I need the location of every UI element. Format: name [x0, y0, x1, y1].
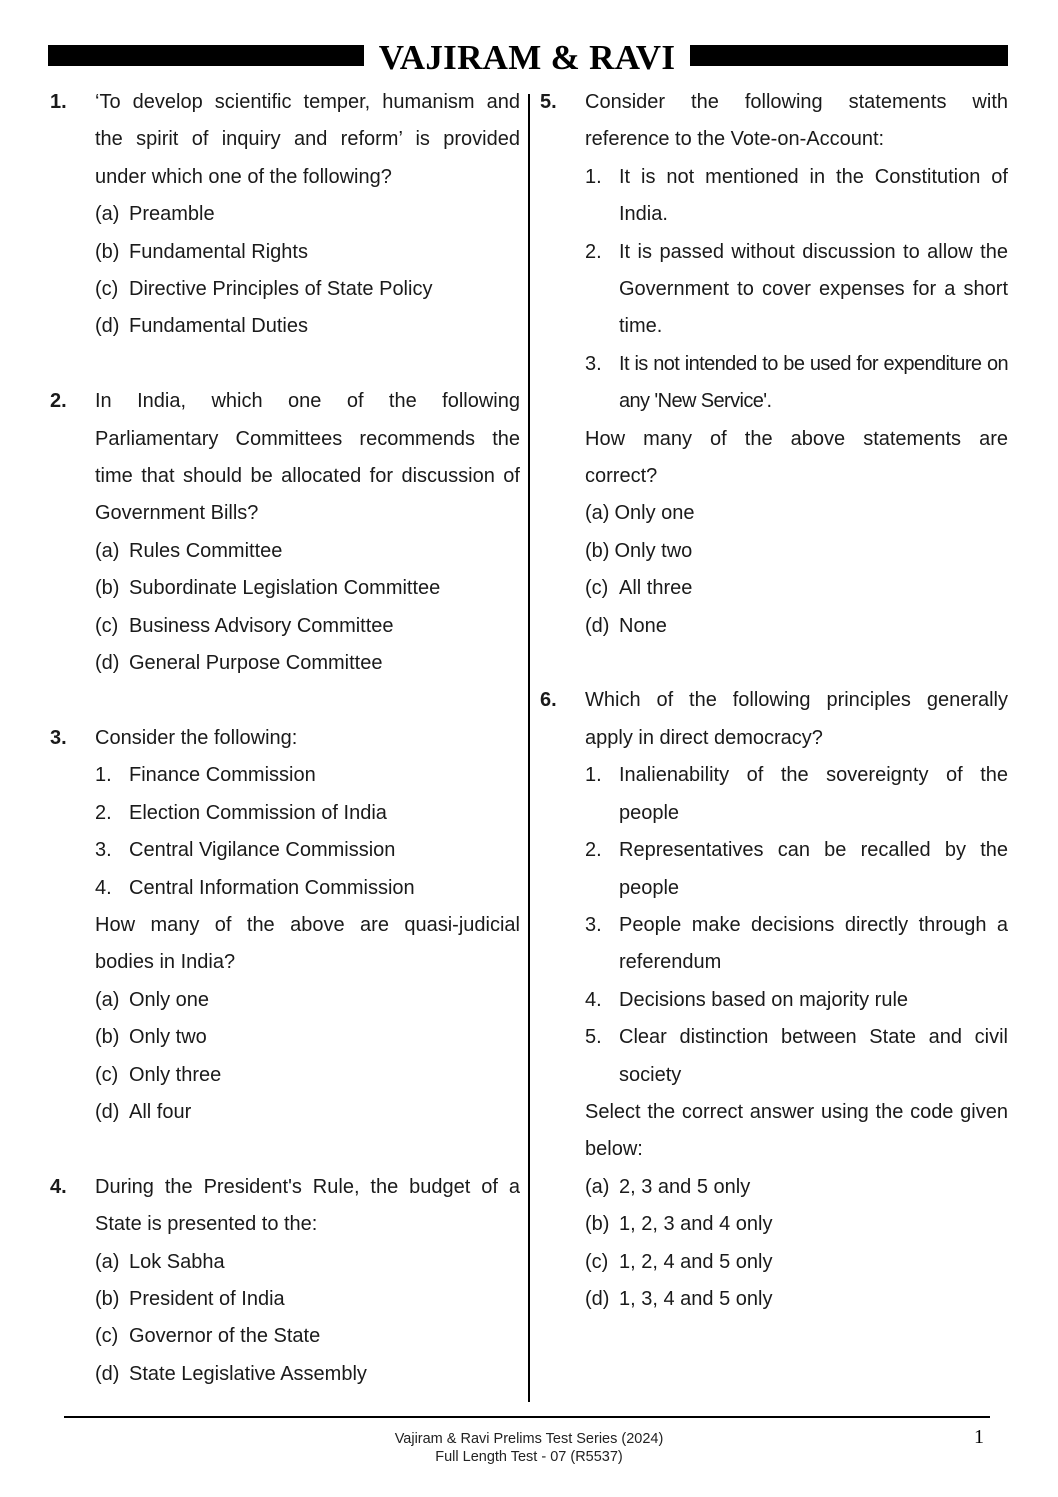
question-prompt: Select the correct answer using the code given below: — [585, 1100, 1008, 1161]
question-4 — [50, 1169, 520, 1393]
option-d: (d) 1, 3, 4 and 5 only — [585, 1287, 773, 1310]
option-a: (a) Preamble — [95, 203, 215, 226]
option-d: (d) None — [585, 614, 667, 637]
question-stem: During the President's Rule, the budget of a State is presented to the: — [95, 1175, 520, 1236]
option-d: (d) Fundamental Duties — [95, 315, 308, 338]
question-stem: ‘To develop scientific temper, humanism and the spirit of inquiry and reform’ is provided under which one of the following? — [95, 91, 520, 188]
question-6 — [540, 682, 1008, 1318]
brand-title: VAJIRAM & RAVI — [378, 38, 676, 77]
option-a: (a) Lok Sabha — [95, 1250, 225, 1273]
list-item: 1. It is not mentioned in the Constitution of India. — [585, 165, 1008, 226]
list-item: 2. It is passed without discussion to allow the Government to cover expenses for a short time. — [585, 240, 1008, 338]
right-column — [540, 84, 1008, 1318]
option-b: (b) 1, 2, 3 and 4 only — [585, 1213, 773, 1236]
list-item: 1. Inalienability of the sovereignty of the people — [585, 764, 1008, 824]
column-divider — [528, 94, 530, 1402]
question-3 — [50, 720, 520, 1131]
footer-series: Vajiram & Ravi Prelims Test Series (2024) — [394, 1431, 664, 1447]
list-item: 5. Clear distinction between State and civil society — [585, 1026, 1008, 1086]
option-c: (c) Directive Principles of State Policy — [95, 278, 433, 301]
question-number: 2. — [50, 390, 67, 413]
option-a: (a) 2, 3 and 5 only — [585, 1175, 751, 1198]
question-stem: Consider the following statements with reference to the Vote-on-Account: — [585, 91, 1008, 151]
question-stem: Consider the following: — [95, 726, 298, 749]
list-item: 4. Decisions based on majority rule — [585, 988, 909, 1011]
header-bar-right — [690, 45, 1008, 66]
question-5 — [540, 84, 1008, 645]
option-b: (b) Only two — [585, 539, 693, 562]
left-column — [50, 84, 520, 1393]
option-a: (a) Only one — [95, 988, 210, 1011]
option-b: (b) Only two — [95, 1026, 207, 1049]
option-c: (c) Governor of the State — [95, 1325, 321, 1348]
list-item: 1. Finance Commission — [95, 764, 316, 787]
question-number: 6. — [540, 689, 557, 712]
page-header — [48, 40, 1008, 76]
option-d: (d) General Purpose Committee — [95, 652, 383, 675]
list-item: 2. Election Commission of India — [95, 801, 387, 824]
option-c: (c) Only three — [95, 1063, 222, 1086]
question-2 — [50, 383, 520, 682]
option-c: (c) 1, 2, 4 and 5 only — [585, 1250, 773, 1273]
option-b: (b) President of India — [95, 1287, 285, 1310]
option-c: (c) All three — [585, 577, 693, 600]
question-1 — [50, 84, 520, 346]
list-item: 3. It is not intended to be used for expenditure on any 'New Service'. — [585, 352, 1008, 413]
question-prompt: How many of the above statements are correct? — [585, 427, 1008, 488]
question-stem: Which of the following principles generally apply in direct democracy? — [585, 689, 1008, 749]
option-b: (b) Subordinate Legislation Committee — [95, 577, 441, 600]
option-d: (d) All four — [95, 1100, 192, 1123]
question-number: 1. — [50, 91, 67, 113]
list-item: 2. Representatives can be recalled by the people — [585, 839, 1008, 899]
question-number: 5. — [540, 91, 557, 113]
list-item: 3. People make decisions directly through a referendum — [585, 913, 1008, 974]
list-item: 3. Central Vigilance Commission — [95, 839, 396, 862]
option-c: (c) Business Advisory Committee — [95, 614, 394, 637]
option-d: (d) State Legislative Assembly — [95, 1362, 367, 1385]
footer-test: Full Length Test - 07 (R5537) — [435, 1449, 623, 1465]
question-number: 3. — [50, 726, 67, 749]
question-stem: In India, which one of the following Parliamentary Committees recommends the time that should be allocated for discussion of Government Bills? — [95, 390, 520, 525]
question-prompt: How many of the above are quasi-judicial bodies in India? — [95, 913, 520, 974]
page-footer — [0, 1430, 1058, 1466]
option-b: (b) Fundamental Rights — [95, 240, 308, 263]
question-number: 4. — [50, 1175, 67, 1198]
page-number: 1 — [974, 1426, 984, 1448]
option-a: (a) Rules Committee — [95, 539, 283, 562]
footer-rule — [64, 1416, 990, 1418]
header-bar-left — [48, 45, 364, 66]
list-item: 4. Central Information Commission — [95, 876, 415, 899]
option-a: (a) Only one — [585, 502, 695, 525]
